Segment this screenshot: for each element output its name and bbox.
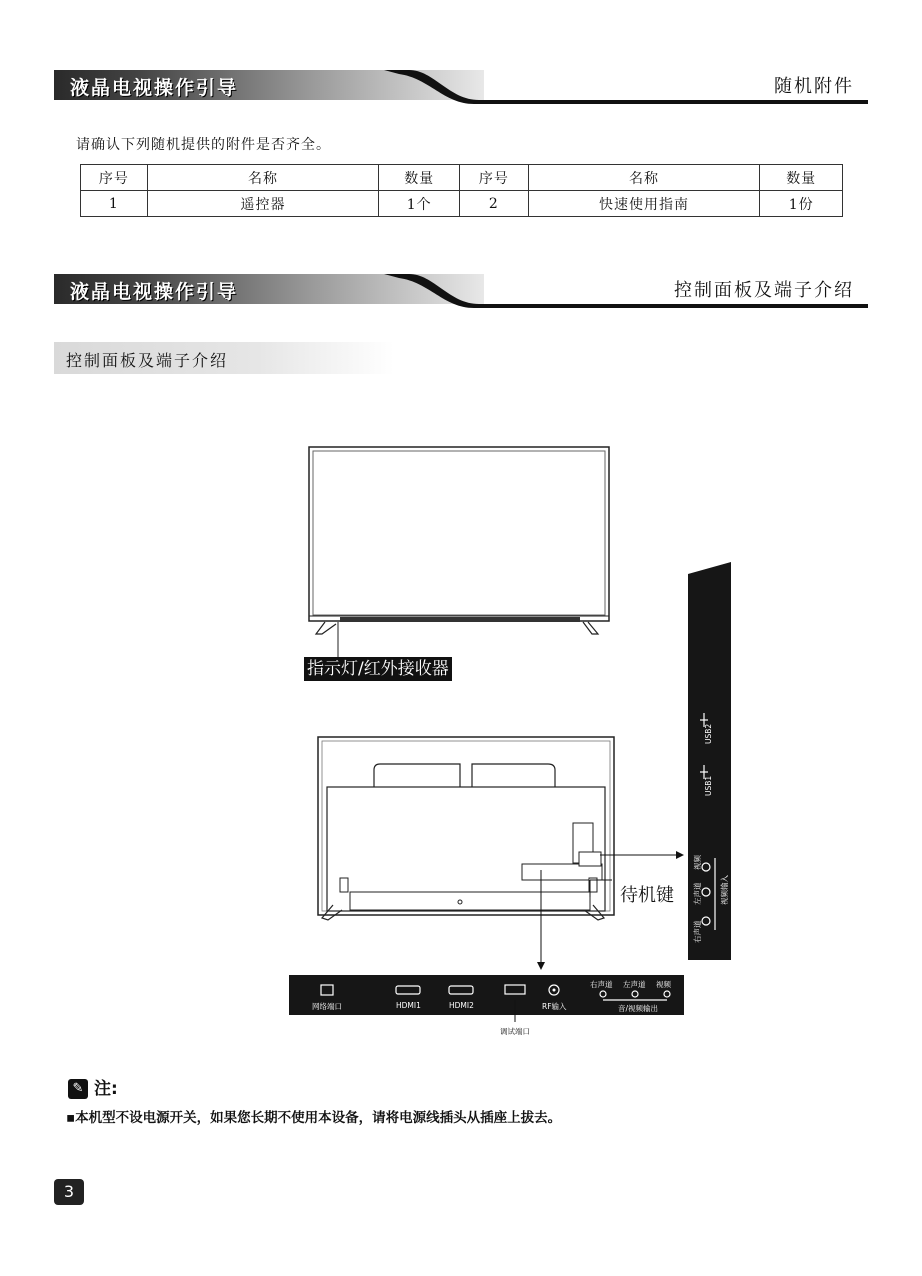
table-cell: 2: [460, 191, 529, 217]
table-cell: 1: [81, 191, 148, 217]
side-right-channel-label: 右声道: [693, 920, 702, 943]
page-number: 3: [54, 1179, 84, 1205]
note-title: 注:: [94, 1079, 118, 1099]
usb1-label: USB1: [704, 775, 713, 796]
header-cell: 序号: [460, 165, 529, 191]
tv-front-frame: [309, 447, 609, 621]
indicator-label: 指示灯/红外接收器: [304, 657, 452, 681]
lan-label: 网络端口: [312, 1002, 342, 1011]
header-cell: 名称: [147, 165, 379, 191]
table-cell: 快速使用指南: [528, 191, 760, 217]
standby-label: 待机键: [620, 885, 674, 906]
table-cell: 遥控器: [147, 191, 379, 217]
table-cell: 1个: [379, 191, 460, 217]
side-video-label: 视频: [693, 855, 702, 870]
banner-title: 液晶电视操作引导: [70, 77, 239, 99]
debug-port-label: 调试端口: [500, 1027, 530, 1036]
tv-front-leg-left: [316, 622, 336, 634]
side-left-channel-label: 左声道: [693, 882, 702, 905]
table-cell: 1份: [760, 191, 843, 217]
side-av-in-label: 视频输入: [720, 875, 729, 905]
indicator-bar: [340, 617, 580, 622]
banner-title: 液晶电视操作引导: [70, 281, 239, 303]
note-heading: [68, 1074, 118, 1099]
banner-section-name: 控制面板及端子介绍: [674, 280, 854, 301]
pencil-icon: ✎: [68, 1079, 88, 1099]
header-cell: 数量: [760, 165, 843, 191]
bottom-video-label: 视频: [656, 980, 671, 989]
usb2-label: USB2: [704, 723, 713, 744]
hdmi1-label: HDMI1: [396, 1001, 421, 1010]
rf-label: RF输入: [542, 1002, 567, 1011]
banner-section-name: 随机附件: [774, 76, 854, 97]
section-title: 控制面板及端子介绍: [66, 351, 229, 370]
tv-front-leg-right: [583, 622, 598, 634]
bottom-right-channel-label: 右声道: [590, 980, 613, 989]
hdmi2-label: HDMI2: [449, 1001, 474, 1010]
av-out-label: 音/视频输出: [618, 1004, 659, 1013]
header-cell: 序号: [81, 165, 148, 191]
intro-text: 请确认下列随机提供的附件是否齐全。: [76, 137, 331, 153]
bottom-left-channel-label: 左声道: [623, 980, 646, 989]
note-text: ▪本机型不设电源开关，如果您长期不使用本设备，请将电源线插头从插座上拔去。: [66, 1110, 562, 1126]
header-cell: 名称: [528, 165, 760, 191]
header-cell: 数量: [379, 165, 460, 191]
